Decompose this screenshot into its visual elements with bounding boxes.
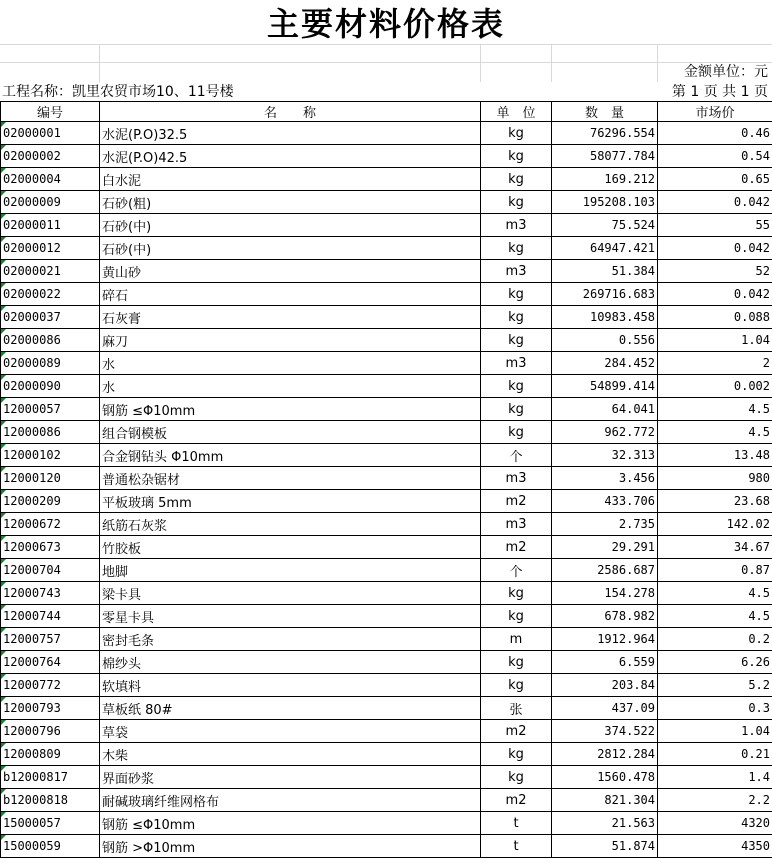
cell-code[interactable]: 02000022 — [1, 283, 100, 306]
cell-name[interactable]: 碎石 — [100, 283, 481, 306]
cell-unit[interactable]: kg — [481, 651, 552, 674]
table-row[interactable] — [1, 467, 772, 490]
cell-quantity[interactable]: 32.313 — [552, 444, 658, 467]
cell-quantity[interactable]: 58077.784 — [552, 145, 658, 168]
cell-market-price[interactable]: 0.54 — [658, 145, 772, 168]
cell-quantity[interactable]: 29.291 — [552, 536, 658, 559]
cell-unit[interactable]: m2 — [481, 720, 552, 743]
cell-quantity[interactable]: 0.556 — [552, 329, 658, 352]
grid-line — [551, 44, 552, 82]
cell-code[interactable]: 12000102 — [1, 444, 100, 467]
cell-quantity[interactable]: 154.278 — [552, 582, 658, 605]
cell-name[interactable]: 草板纸 80# — [100, 697, 481, 720]
cell-name[interactable]: 地脚 — [100, 559, 481, 582]
cell-name[interactable]: 石砂(中) — [100, 237, 481, 260]
cell-name[interactable]: 木柴 — [100, 743, 481, 766]
cell-quantity[interactable]: 1912.964 — [552, 628, 658, 651]
table-row[interactable] — [1, 559, 772, 582]
cell-quantity[interactable]: 821.304 — [552, 789, 658, 812]
table-row[interactable] — [1, 743, 772, 766]
cell-code[interactable]: 15000057 — [1, 812, 100, 835]
cell-name[interactable]: 合金钢钻头 Φ10mm — [100, 444, 481, 467]
cell-market-price[interactable]: 34.67 — [658, 536, 772, 559]
sheet-title: 主要材料价格表 — [0, 0, 772, 44]
cell-unit[interactable]: t — [481, 835, 552, 858]
cell-market-price[interactable]: 0.088 — [658, 306, 772, 329]
cell-code[interactable]: 12000772 — [1, 674, 100, 697]
cell-market-price[interactable]: 2 — [658, 352, 772, 375]
header-quantity: 数 量 — [552, 102, 658, 122]
cell-market-price[interactable]: 4350 — [658, 835, 772, 858]
cell-market-price[interactable]: 4.5 — [658, 582, 772, 605]
cell-quantity[interactable]: 51.384 — [552, 260, 658, 283]
cell-unit[interactable]: kg — [481, 674, 552, 697]
cell-quantity[interactable]: 3.456 — [552, 467, 658, 490]
cell-unit[interactable]: 个 — [481, 559, 552, 582]
cell-code[interactable]: 12000209 — [1, 490, 100, 513]
cell-code[interactable]: 12000764 — [1, 651, 100, 674]
table-row[interactable] — [1, 421, 772, 444]
cell-name[interactable]: 水泥(P.O)42.5 — [100, 145, 481, 168]
header-code: 编号 — [1, 102, 100, 122]
cell-quantity[interactable]: 284.452 — [552, 352, 658, 375]
table-row[interactable] — [1, 720, 772, 743]
table-row[interactable] — [1, 352, 772, 375]
cell-market-price[interactable]: 1.04 — [658, 329, 772, 352]
cell-name[interactable]: 界面砂浆 — [100, 766, 481, 789]
cell-name[interactable]: 黄山砂 — [100, 260, 481, 283]
cell-unit[interactable]: m3 — [481, 467, 552, 490]
cell-unit[interactable]: m3 — [481, 352, 552, 375]
cell-code[interactable]: 02000037 — [1, 306, 100, 329]
cell-unit[interactable]: t — [481, 812, 552, 835]
cell-name[interactable]: 石砂(中) — [100, 214, 481, 237]
cell-unit[interactable]: kg — [481, 398, 552, 421]
cell-unit[interactable]: kg — [481, 145, 552, 168]
cell-code[interactable]: b12000818 — [1, 789, 100, 812]
table-row[interactable] — [1, 214, 772, 237]
cell-market-price[interactable]: 1.04 — [658, 720, 772, 743]
table-row[interactable] — [1, 628, 772, 651]
cell-code[interactable]: 12000704 — [1, 559, 100, 582]
cell-code[interactable]: 02000012 — [1, 237, 100, 260]
cell-market-price[interactable]: 142.02 — [658, 513, 772, 536]
table-row[interactable] — [1, 651, 772, 674]
cell-quantity[interactable]: 54899.414 — [552, 375, 658, 398]
cell-name[interactable]: 麻刀 — [100, 329, 481, 352]
cell-quantity[interactable]: 433.706 — [552, 490, 658, 513]
table-row[interactable] — [1, 789, 772, 812]
cell-market-price[interactable]: 23.68 — [658, 490, 772, 513]
table-row[interactable] — [1, 191, 772, 214]
table-row[interactable] — [1, 122, 772, 145]
cell-code[interactable]: 12000793 — [1, 697, 100, 720]
cell-code[interactable]: 12000120 — [1, 467, 100, 490]
cell-name[interactable]: 平板玻璃 5mm — [100, 490, 481, 513]
cell-quantity[interactable]: 1560.478 — [552, 766, 658, 789]
cell-unit[interactable]: kg — [481, 191, 552, 214]
cell-name[interactable]: 零星卡具 — [100, 605, 481, 628]
cell-market-price[interactable]: 980 — [658, 467, 772, 490]
cell-name[interactable]: 水 — [100, 352, 481, 375]
table-row[interactable] — [1, 766, 772, 789]
project-name: 工程名称：凯里农贸市场10、11号楼 — [2, 81, 234, 101]
cell-name[interactable]: 组合钢模板 — [100, 421, 481, 444]
cell-code[interactable]: 02000011 — [1, 214, 100, 237]
cell-quantity[interactable]: 51.874 — [552, 835, 658, 858]
table-row[interactable] — [1, 835, 772, 858]
cell-code[interactable]: 02000001 — [1, 122, 100, 145]
cell-market-price[interactable]: 4.5 — [658, 398, 772, 421]
cell-name[interactable]: 普通松杂锯材 — [100, 467, 481, 490]
grid-line — [99, 44, 100, 82]
cell-name[interactable]: 钢筋 >Φ10mm — [100, 835, 481, 858]
cell-quantity[interactable]: 21.563 — [552, 812, 658, 835]
cell-name[interactable]: 白水泥 — [100, 168, 481, 191]
cell-name[interactable]: 草袋 — [100, 720, 481, 743]
table-row[interactable] — [1, 283, 772, 306]
cell-name[interactable]: 密封毛条 — [100, 628, 481, 651]
cell-name[interactable]: 石砂(粗) — [100, 191, 481, 214]
cell-name[interactable]: 水 — [100, 375, 481, 398]
currency-unit-note: 金额单位：元 — [684, 61, 768, 81]
table-row[interactable] — [1, 237, 772, 260]
cell-market-price[interactable]: 13.48 — [658, 444, 772, 467]
cell-code[interactable]: 12000744 — [1, 605, 100, 628]
cell-unit[interactable]: kg — [481, 168, 552, 191]
cell-quantity[interactable]: 6.559 — [552, 651, 658, 674]
cell-unit[interactable]: 个 — [481, 444, 552, 467]
header-name: 名 称 — [100, 102, 481, 122]
cell-code[interactable]: 12000672 — [1, 513, 100, 536]
cell-name[interactable]: 竹胶板 — [100, 536, 481, 559]
cell-market-price[interactable]: 0.3 — [658, 697, 772, 720]
cell-code[interactable]: 02000021 — [1, 260, 100, 283]
cell-market-price[interactable]: 0.87 — [658, 559, 772, 582]
cell-quantity[interactable]: 269716.683 — [552, 283, 658, 306]
cell-quantity[interactable]: 64.041 — [552, 398, 658, 421]
cell-market-price[interactable]: 0.65 — [658, 168, 772, 191]
table-row[interactable] — [1, 812, 772, 835]
table-header-row — [1, 102, 772, 122]
cell-unit[interactable]: m3 — [481, 260, 552, 283]
cell-market-price[interactable]: 4.5 — [658, 605, 772, 628]
table-row[interactable] — [1, 513, 772, 536]
table-row[interactable] — [1, 260, 772, 283]
header-market-price: 市场价 — [658, 102, 772, 122]
cell-code[interactable]: 12000757 — [1, 628, 100, 651]
cell-code[interactable]: 12000809 — [1, 743, 100, 766]
table-row[interactable] — [1, 145, 772, 168]
cell-quantity[interactable]: 962.772 — [552, 421, 658, 444]
cell-market-price[interactable]: 0.042 — [658, 191, 772, 214]
cell-unit[interactable]: 张 — [481, 697, 552, 720]
cell-code[interactable]: 02000090 — [1, 375, 100, 398]
cell-name[interactable]: 钢筋 ≤Φ10mm — [100, 398, 481, 421]
cell-market-price[interactable]: 4320 — [658, 812, 772, 835]
table-row[interactable] — [1, 582, 772, 605]
cell-unit[interactable]: m2 — [481, 536, 552, 559]
cell-market-price[interactable]: 2.2 — [658, 789, 772, 812]
cell-name[interactable]: 耐碱玻璃纤维网格布 — [100, 789, 481, 812]
table-row[interactable] — [1, 398, 772, 421]
table-row[interactable] — [1, 490, 772, 513]
cell-code[interactable]: 12000673 — [1, 536, 100, 559]
cell-market-price[interactable]: 52 — [658, 260, 772, 283]
table-row[interactable] — [1, 168, 772, 191]
cell-code[interactable]: 15000059 — [1, 835, 100, 858]
cell-unit[interactable]: m2 — [481, 490, 552, 513]
table-row[interactable] — [1, 536, 772, 559]
cell-unit[interactable]: kg — [481, 375, 552, 398]
cell-code[interactable]: 12000086 — [1, 421, 100, 444]
cell-unit[interactable]: kg — [481, 605, 552, 628]
cell-quantity[interactable]: 76296.554 — [552, 122, 658, 145]
table-row[interactable] — [1, 444, 772, 467]
cell-unit[interactable]: kg — [481, 237, 552, 260]
cell-code[interactable]: 12000796 — [1, 720, 100, 743]
cell-quantity[interactable]: 437.09 — [552, 697, 658, 720]
cell-market-price[interactable]: 55 — [658, 214, 772, 237]
cell-unit[interactable]: kg — [481, 582, 552, 605]
cell-quantity[interactable]: 10983.458 — [552, 306, 658, 329]
grid-line — [657, 44, 658, 82]
table-row[interactable] — [1, 674, 772, 697]
cell-code[interactable]: 02000009 — [1, 191, 100, 214]
cell-name[interactable]: 梁卡具 — [100, 582, 481, 605]
cell-code[interactable]: b12000817 — [1, 766, 100, 789]
cell-quantity[interactable]: 678.982 — [552, 605, 658, 628]
cell-quantity[interactable]: 2586.687 — [552, 559, 658, 582]
cell-quantity[interactable]: 2812.284 — [552, 743, 658, 766]
cell-market-price[interactable]: 0.002 — [658, 375, 772, 398]
table-row[interactable] — [1, 375, 772, 398]
cell-unit[interactable]: m3 — [481, 513, 552, 536]
cell-market-price[interactable]: 0.2 — [658, 628, 772, 651]
cell-unit[interactable]: m — [481, 628, 552, 651]
cell-market-price[interactable]: 0.042 — [658, 237, 772, 260]
cell-quantity[interactable]: 64947.421 — [552, 237, 658, 260]
cell-quantity[interactable]: 195208.103 — [552, 191, 658, 214]
cell-quantity[interactable]: 203.84 — [552, 674, 658, 697]
cell-unit[interactable]: m3 — [481, 214, 552, 237]
cell-quantity[interactable]: 2.735 — [552, 513, 658, 536]
cell-code[interactable]: 02000089 — [1, 352, 100, 375]
table-row[interactable] — [1, 329, 772, 352]
cell-code[interactable]: 02000002 — [1, 145, 100, 168]
cell-market-price[interactable]: 6.26 — [658, 651, 772, 674]
cell-unit[interactable]: kg — [481, 421, 552, 444]
cell-market-price[interactable]: 0.042 — [658, 283, 772, 306]
cell-name[interactable]: 钢筋 ≤Φ10mm — [100, 812, 481, 835]
table-row[interactable] — [1, 306, 772, 329]
cell-name[interactable]: 软填料 — [100, 674, 481, 697]
cell-quantity[interactable]: 75.524 — [552, 214, 658, 237]
cell-code[interactable]: 12000743 — [1, 582, 100, 605]
cell-name[interactable]: 水泥(P.O)32.5 — [100, 122, 481, 145]
cell-market-price[interactable]: 0.46 — [658, 122, 772, 145]
cell-quantity[interactable]: 374.522 — [552, 720, 658, 743]
cell-market-price[interactable]: 5.2 — [658, 674, 772, 697]
cell-unit[interactable]: kg — [481, 122, 552, 145]
cell-name[interactable]: 石灰膏 — [100, 306, 481, 329]
materials-table — [0, 101, 772, 858]
cell-code[interactable]: 02000086 — [1, 329, 100, 352]
cell-unit[interactable]: kg — [481, 283, 552, 306]
page-info: 第 1 页 共 1 页 — [672, 81, 768, 101]
cell-name[interactable]: 棉纱头 — [100, 651, 481, 674]
grid-line — [480, 44, 481, 82]
cell-unit[interactable]: kg — [481, 329, 552, 352]
header-unit: 单 位 — [481, 102, 552, 122]
cell-name[interactable]: 纸筋石灰浆 — [100, 513, 481, 536]
cell-unit[interactable]: kg — [481, 766, 552, 789]
cell-unit[interactable]: kg — [481, 743, 552, 766]
cell-quantity[interactable]: 169.212 — [552, 168, 658, 191]
cell-market-price[interactable]: 4.5 — [658, 421, 772, 444]
table-row[interactable] — [1, 697, 772, 720]
cell-code[interactable]: 02000004 — [1, 168, 100, 191]
cell-unit[interactable]: kg — [481, 306, 552, 329]
cell-market-price[interactable]: 1.4 — [658, 766, 772, 789]
table-row[interactable] — [1, 605, 772, 628]
cell-code[interactable]: 12000057 — [1, 398, 100, 421]
cell-market-price[interactable]: 0.21 — [658, 743, 772, 766]
cell-unit[interactable]: m2 — [481, 789, 552, 812]
